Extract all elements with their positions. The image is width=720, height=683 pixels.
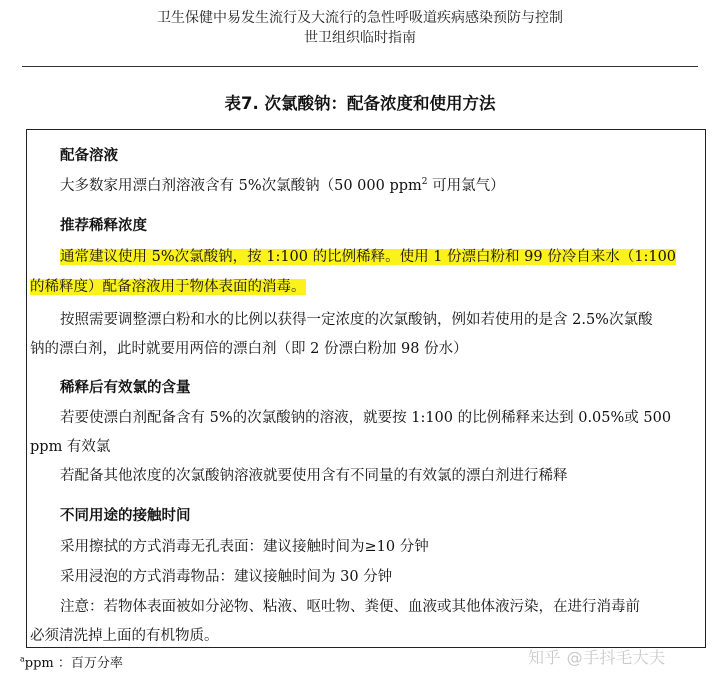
header-rule — [22, 66, 698, 67]
section-text-line: 若要使漂白剂配备含有 5%的次氯酸钠的溶液，就要按 1:100 的比例稀释来达到 0.05%或 500 — [60, 410, 672, 426]
watermark: 知乎 @手抖毛大夫 — [528, 648, 666, 667]
table-box — [26, 129, 706, 648]
header-line-2: 世卫组织临时指南 — [304, 30, 416, 46]
section-text-line: 大多数家用漂白剂溶液含有 5%次氯酸钠（50 000 ppm$^2$ 可用氯气） — [60, 177, 505, 194]
highlighted-text: 通常建议使用 5%次氯酸钠，按 1:100 的比例稀释。使用 1 份漂白粉和 99 份冷自来水（1:100 — [60, 249, 677, 265]
section-text-line: 注意：若物体表面被如分泌物、粘液、呕吐物、粪便、血液或其他体液污染，在进行消毒前 — [60, 599, 640, 615]
section-text-line: 钠的漂白剂，此时就要用两倍的漂白剂（即 2 份漂白粉加 98 份水） — [30, 341, 468, 357]
section-heading-dilution: 推荐稀释浓度 — [60, 218, 147, 234]
highlighted-text: 的稀释度）配备溶液用于物体表面的消毒。 — [30, 279, 306, 295]
footnote: $^a$ppm ：百万分率 — [20, 654, 123, 671]
section-heading-contact-time: 不同用途的接触时间 — [60, 508, 191, 524]
document-header — [0, 8, 720, 48]
highlight-line — [60, 245, 676, 266]
section-text-line: 若配备其他浓度的次氯酸钠溶液就要使用含有不同量的有效氯的漂白剂进行稀释 — [60, 468, 568, 484]
header-line-1: 卫生保健中易发生流行及大流行的急性呼吸道疾病感染预防与控制 — [157, 10, 563, 26]
section-text-line: 采用浸泡的方式消毒物品：建议接触时间为 30 分钟 — [60, 569, 393, 585]
section-text-line: 采用擦拭的方式消毒无孔表面：建议接触时间为≥10 分钟 — [60, 539, 429, 555]
section-heading-preparation: 配备溶液 — [60, 148, 118, 164]
section-text-line: 按照需要调整漂白粉和水的比例以获得一定浓度的次氯酸钠，例如若使用的是含 2.5%次氯酸 — [60, 312, 653, 328]
section-heading-available-chlorine: 稀释后有效氯的含量 — [60, 380, 191, 396]
table-title: 表7. 次氯酸钠：配备浓度和使用方法 — [224, 94, 496, 113]
highlight-line — [30, 275, 306, 296]
section-text-line: ppm 有效氯 — [30, 439, 111, 455]
section-text-line: 必须清洗掉上面的有机物质。 — [30, 628, 219, 644]
